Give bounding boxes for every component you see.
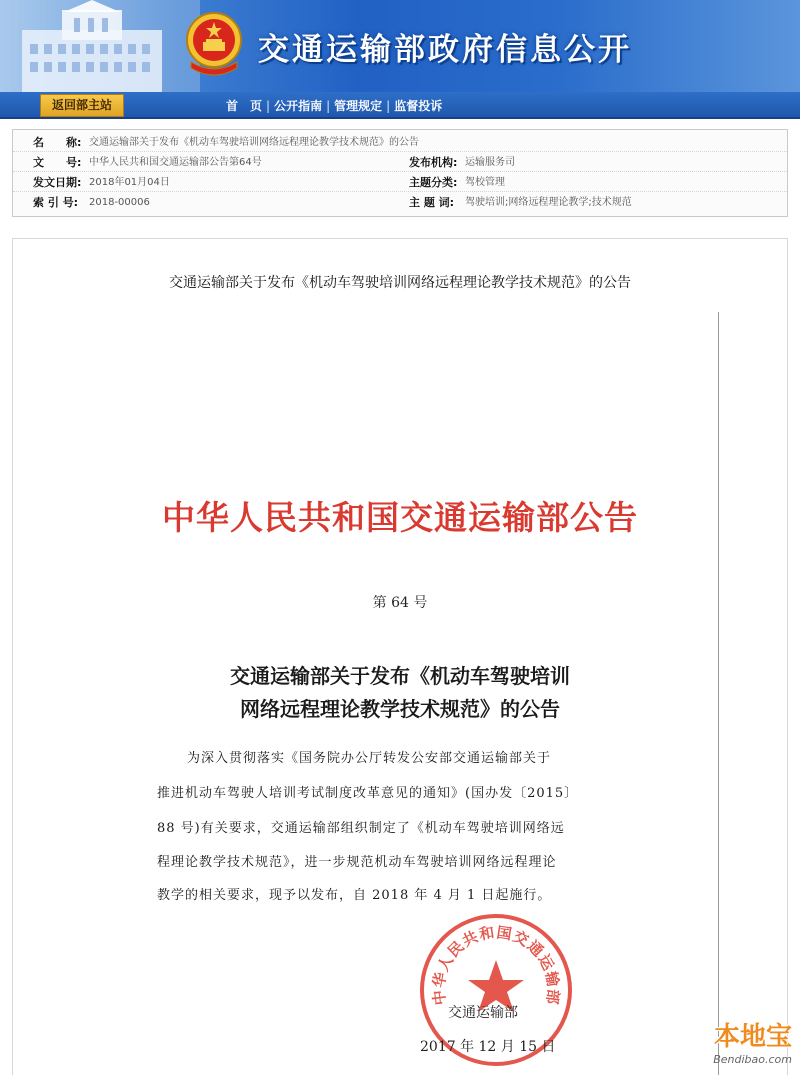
nav-bar (0, 92, 800, 119)
signature-date: 2017 年 12 月 15 日 (420, 1039, 556, 1055)
site-title: 交通运输部政府信息公开 (258, 32, 632, 68)
meta-index-value: 2018-00006 (89, 197, 150, 208)
building-illustration (0, 0, 200, 92)
meta-org-label: 发布机构: (409, 156, 458, 169)
document-metadata-table (12, 129, 788, 217)
meta-org-value: 运输服务司 (465, 157, 515, 168)
seal-text: 中华人民共和国交通运输部 (429, 923, 563, 1007)
meta-row-docno (13, 154, 787, 172)
notice-heading: 交通运输部关于发布《机动车驾驶培训网络远程理论教学技术规范》的公告 (169, 275, 631, 291)
meta-row-date (13, 174, 787, 192)
meta-category-value: 驾校管理 (465, 177, 505, 188)
document-page (12, 238, 788, 1075)
nav-guide-link[interactable]: 公开指南 (274, 99, 323, 113)
announcement-subtitle-line: 网络远程理论教学技术规范》的公告 (240, 697, 560, 721)
meta-row-index (13, 194, 787, 212)
nav-separator: | (266, 98, 271, 113)
body-text-line: 程理论教学技术规范》，进一步规范机动车驾驶培训网络远程理论 (157, 855, 557, 870)
announcement-title: 中华人民共和国交通运输部公告 (162, 498, 638, 537)
national-emblem-icon (183, 10, 245, 80)
meta-date-value: 2018年01月04日 (89, 177, 170, 188)
announcement-number: 第 64 号 (372, 595, 428, 611)
meta-row-name (13, 134, 787, 152)
nav-complaints-link[interactable]: 监督投诉 (394, 99, 443, 113)
site-banner (0, 0, 800, 92)
body-text-line: 为深入贯彻落实《国务院办公厅转发公安部交通运输部关于 (187, 751, 552, 766)
announcement-subtitle-line: 交通运输部关于发布《机动车驾驶培训 (230, 664, 570, 688)
nav-home-link[interactable]: 首 页 (226, 99, 263, 113)
body-text-line: 推进机动车驾驶人培训考试制度改革意见的通知》(国办发〔2015〕 (157, 786, 579, 801)
meta-docno-label: 文 号: (33, 156, 82, 169)
meta-category-label: 主题分类: (409, 176, 458, 189)
meta-docno-value: 中华人民共和国交通运输部公告第64号 (89, 157, 262, 168)
meta-keywords-value: 驾驶培训;网络远程理论教学;技术规范 (465, 197, 632, 208)
body-text-line: 88 号)有关要求，交通运输部组织制定了《机动车驾驶培训网络远 (157, 821, 565, 836)
meta-date-label: 发文日期: (33, 176, 82, 189)
back-to-main-site-button[interactable]: 返回部主站 (40, 94, 124, 117)
meta-name-value: 交通运输部关于发布《机动车驾驶培训网络远程理论教学技术规范》的公告 (89, 137, 419, 148)
meta-keywords-label: 主 题 词: (409, 196, 455, 209)
bendibao-watermark-url: Bendibao.com (713, 1053, 792, 1066)
nav-separator: | (326, 98, 331, 113)
bendibao-watermark-logo: 本地宝 (713, 1022, 792, 1052)
nav-separator: | (386, 98, 391, 113)
meta-name-label: 名 称: (33, 136, 82, 149)
nav-links (226, 92, 442, 119)
signature-organization: 交通运输部 (448, 1005, 518, 1021)
body-text-line: 教学的相关要求，现予以发布，自 2018 年 4 月 1 日起施行。 (157, 888, 552, 903)
nav-rules-link[interactable]: 管理规定 (334, 99, 383, 113)
meta-index-label: 索 引 号: (33, 196, 79, 209)
